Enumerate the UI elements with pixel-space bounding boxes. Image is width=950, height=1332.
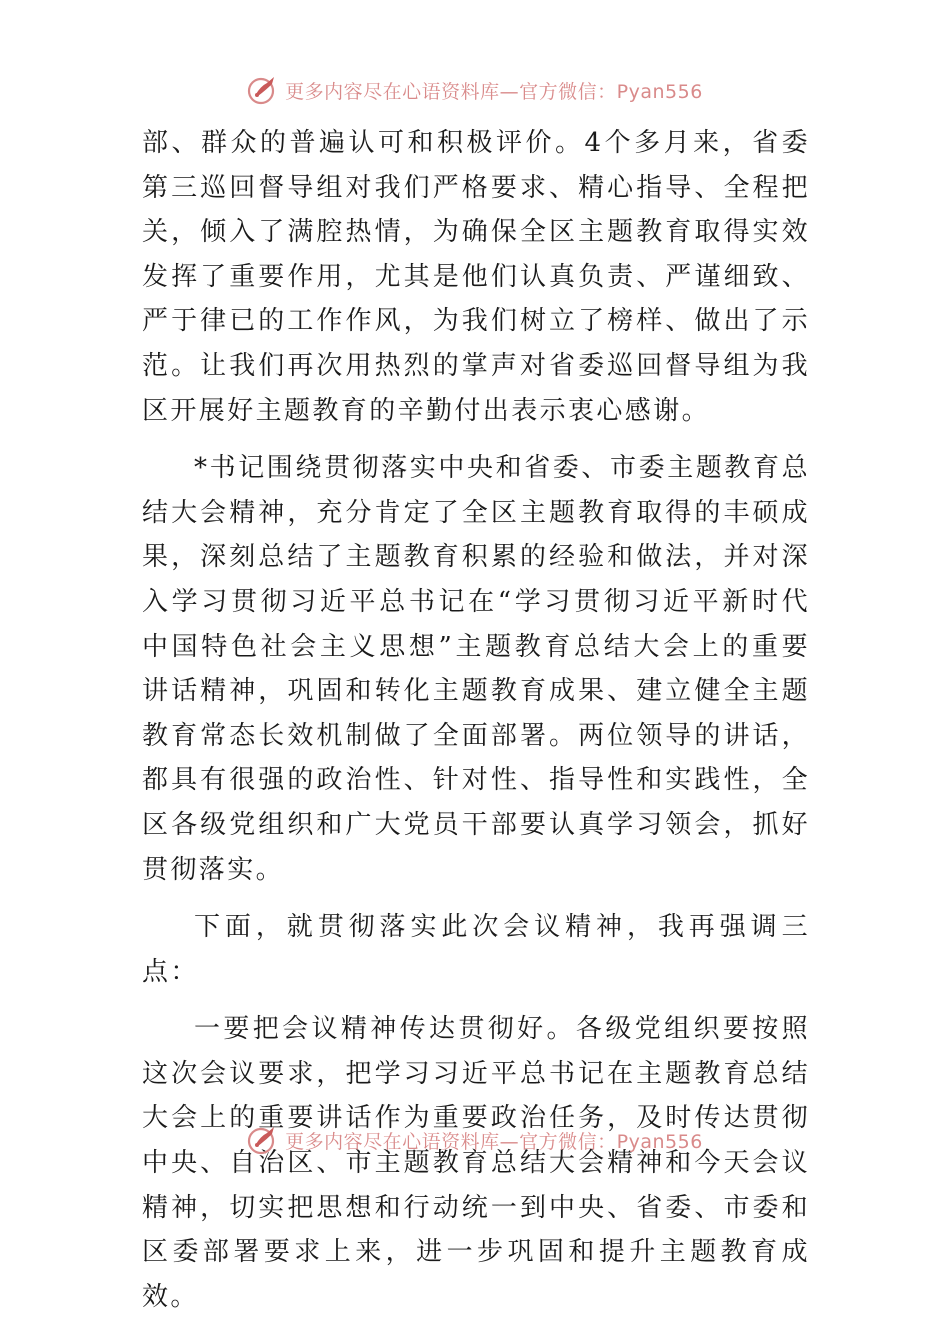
watermark-text: 更多内容尽在心语资料库—官方微信：Pyan556: [285, 1130, 703, 1153]
paragraph: 部、群众的普遍认可和积极评价。4个多月来，省委第三巡回督导组对我们严格要求、精心指导、全程把关，倾入了满腔热情，为确保全区主题教育取得实效发挥了重要作用，尤其是他们认真负责、严谨细致、严于律已的工作作风，为我们树立了榜样、做出了示范。让我们再次用热烈的掌声对省委巡回督导组为我区开展好主题教育的辛勤付出表示衷心感谢。: [142, 128, 810, 426]
watermark-text: 更多内容尽在心语资料库—官方微信：Pyan556: [285, 80, 703, 103]
footer-watermark: [0, 1120, 950, 1160]
pen-logo-icon: [247, 74, 279, 106]
paragraph: 一要把会议精神传达贯彻好。各级党组织要按照这次会议要求，把学习习近平总书记在主题教育总结大会上的重要讲话作为重要政治任务，及时传达贯彻中央、自治区、市主题教育总结大会精神和今天会议精神，切实把思想和行动统一到中央、省委、市委和区委部署要求上来，进一步巩固和提升主题教育成效。: [142, 1014, 810, 1312]
pen-logo-icon: [247, 1124, 279, 1156]
header-watermark: [0, 70, 950, 110]
paragraph: *书记围绕贯彻落实中央和省委、市委主题教育总结大会精神，充分肯定了全区主题教育取得的丰硕成果，深刻总结了主题教育积累的经验和做法，并对深入学习贯彻习近平总书记在“学习贯彻习近平新时代中国特色社会主义思想”主题教育总结大会上的重要讲话精神，巩固和转化主题教育成果、建立健全主题教育常态长效机制做了全面部署。两位领导的讲话，都具有很强的政治性、针对性、指导性和实践性，全区各级党组织和广大党员干部要认真学习领会，抓好贯彻落实。: [142, 453, 810, 885]
paragraph: 下面，就贯彻落实此次会议精神，我再强调三点：: [142, 912, 810, 987]
